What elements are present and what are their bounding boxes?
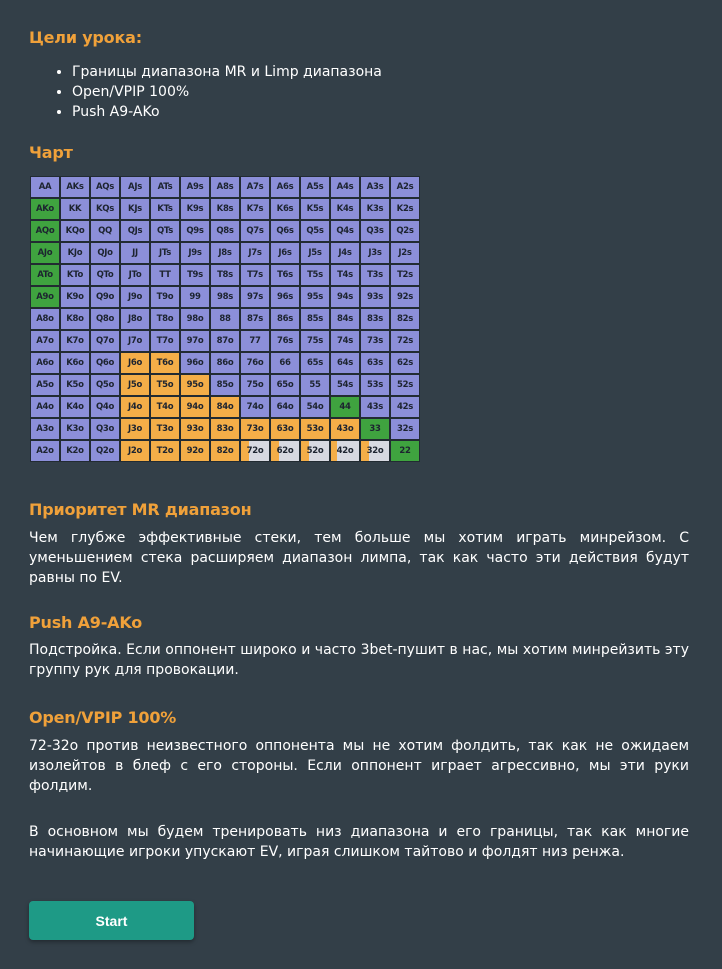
hand-cell-ajo: AJo <box>31 243 59 263</box>
hand-cell-98o: 98o <box>181 309 209 329</box>
hand-cell-32o: 32o <box>361 441 389 461</box>
hand-cell-52s: 52s <box>391 375 419 395</box>
hand-cell-92o: 92o <box>181 441 209 461</box>
hand-cell-t5s: T5s <box>301 265 329 285</box>
hand-cell-t2o: T2o <box>151 441 179 461</box>
hand-cell-82s: 82s <box>391 309 419 329</box>
hand-cell-q9s: Q9s <box>181 221 209 241</box>
hand-cell-q3o: Q3o <box>91 419 119 439</box>
hand-cell-t2s: T2s <box>391 265 419 285</box>
hand-cell-q5o: Q5o <box>91 375 119 395</box>
hand-cell-a4s: A4s <box>331 177 359 197</box>
hand-cell-65s: 65s <box>301 353 329 373</box>
hand-cell-t9s: T9s <box>181 265 209 285</box>
hand-cell-q9o: Q9o <box>91 287 119 307</box>
hand-cell-93s: 93s <box>361 287 389 307</box>
hand-cell-97o: 97o <box>181 331 209 351</box>
hand-cell-k5o: K5o <box>61 375 89 395</box>
hand-cell-t6o: T6o <box>151 353 179 373</box>
hand-cell-q6s: Q6s <box>271 221 299 241</box>
hand-cell-qts: QTs <box>151 221 179 241</box>
hand-cell-qjs: QJs <box>121 221 149 241</box>
hand-cell-k3s: K3s <box>361 199 389 219</box>
hand-cell-85s: 85s <box>301 309 329 329</box>
hand-cell-54o: 54o <box>301 397 329 417</box>
hand-cell-j6o: J6o <box>121 353 149 373</box>
hand-cell-j2o: J2o <box>121 441 149 461</box>
hand-cell-j6s: J6s <box>271 243 299 263</box>
hand-cell-63s: 63s <box>361 353 389 373</box>
section-text-push: Подстройка. Если оппонент широко и часто 3bet-пушит в нас, мы хотим минрейзить эту группу рук для провокации. <box>29 642 689 678</box>
hand-cell-64s: 64s <box>331 353 359 373</box>
goal-item: • Границы диапазона MR и Limp диапазона <box>72 62 382 82</box>
hand-cell-kjs: KJs <box>121 199 149 219</box>
hand-cell-84o: 84o <box>211 397 239 417</box>
hand-cell-ako: AKo <box>31 199 59 219</box>
hand-cell-k4o: K4o <box>61 397 89 417</box>
hand-cell-t8o: T8o <box>151 309 179 329</box>
hand-cell-95o: 95o <box>181 375 209 395</box>
hand-cell-kts: KTs <box>151 199 179 219</box>
hand-cell-k9s: K9s <box>181 199 209 219</box>
hand-cell-qto: QTo <box>91 265 119 285</box>
hand-cell-86s: 86s <box>271 309 299 329</box>
hand-cell-t4s: T4s <box>331 265 359 285</box>
section-heading-open-vpip: Open/VPIP 100% <box>29 708 177 727</box>
hand-cell-q4o: Q4o <box>91 397 119 417</box>
goal-item: • Push A9-AKo <box>72 102 382 122</box>
hand-cell-32s: 32s <box>391 419 419 439</box>
hand-cell-q4s: Q4s <box>331 221 359 241</box>
hand-cell-j8s: J8s <box>211 243 239 263</box>
hand-cell-k8s: K8s <box>211 199 239 219</box>
hand-cell-73s: 73s <box>361 331 389 351</box>
hand-cell-aqo: AQo <box>31 221 59 241</box>
hand-cell-42s: 42s <box>391 397 419 417</box>
hand-cell-75s: 75s <box>301 331 329 351</box>
hand-cell-55: 55 <box>301 375 329 395</box>
hand-cell-84s: 84s <box>331 309 359 329</box>
section-heading-mr-priority: Приоритет MR диапазон <box>29 500 252 519</box>
hand-cell-62s: 62s <box>391 353 419 373</box>
hand-cell-k2o: K2o <box>61 441 89 461</box>
hand-cell-jj: JJ <box>121 243 149 263</box>
hand-cell-94o: 94o <box>181 397 209 417</box>
hand-cell-q2s: Q2s <box>391 221 419 241</box>
section-text-open-vpip: 72-32o против неизвестного оппонента мы не хотим фолдить, так как не ожидаем изолейтов в блеф с его стороны. Если оппонент играет агрессивно, мы эти руки фолдим. <box>29 738 689 794</box>
hand-cell-aqs: AQs <box>91 177 119 197</box>
start-button[interactable]: Start <box>29 901 194 940</box>
hand-cell-q2o: Q2o <box>91 441 119 461</box>
hand-cell-83o: 83o <box>211 419 239 439</box>
hand-cell-93o: 93o <box>181 419 209 439</box>
section-heading-push: Push A9-AKo <box>29 613 143 632</box>
hand-cell-33: 33 <box>361 419 389 439</box>
hand-cell-q6o: Q6o <box>91 353 119 373</box>
hand-cell-43o: 43o <box>331 419 359 439</box>
hand-cell-k9o: K9o <box>61 287 89 307</box>
hand-cell-k2s: K2s <box>391 199 419 219</box>
hand-cell-j7s: J7s <box>241 243 269 263</box>
hand-cell-64o: 64o <box>271 397 299 417</box>
hand-cell-52o: 52o <box>301 441 329 461</box>
hand-cell-53s: 53s <box>361 375 389 395</box>
hand-cell-k4s: K4s <box>331 199 359 219</box>
hand-cell-j2s: J2s <box>391 243 419 263</box>
hand-cell-a8s: A8s <box>211 177 239 197</box>
hand-cell-k8o: K8o <box>61 309 89 329</box>
hand-cell-73o: 73o <box>241 419 269 439</box>
hand-cell-q8s: Q8s <box>211 221 239 241</box>
hand-cell-a3o: A3o <box>31 419 59 439</box>
hand-cell-aks: AKs <box>61 177 89 197</box>
hand-cell-87o: 87o <box>211 331 239 351</box>
hand-cell-66: 66 <box>271 353 299 373</box>
hand-cell-t8s: T8s <box>211 265 239 285</box>
hand-cell-j7o: J7o <box>121 331 149 351</box>
hand-cell-83s: 83s <box>361 309 389 329</box>
hand-cell-j4o: J4o <box>121 397 149 417</box>
hand-cell-54s: 54s <box>331 375 359 395</box>
hand-cell-q7s: Q7s <box>241 221 269 241</box>
range-chart <box>30 176 420 462</box>
hand-cell-tt: TT <box>151 265 179 285</box>
hand-cell-k6o: K6o <box>61 353 89 373</box>
hand-cell-77: 77 <box>241 331 269 351</box>
hand-cell-kk: KK <box>61 199 89 219</box>
section-text-mr-priority: Чем глубже эффективные стеки, тем больше мы хотим играть минрейзом. С уменьшением стека расширяем диапазон лимпа, так как часто эти действия будут равны по EV. <box>29 530 689 586</box>
hand-cell-k7s: K7s <box>241 199 269 219</box>
hand-cell-ajs: AJs <box>121 177 149 197</box>
summary-text: В основном мы будем тренировать низ диапазона и его границы, так как многие начинающие игроки упускают EV, играя слишком тайтово и фолдят низ ренжа. <box>29 824 689 860</box>
hand-cell-qjo: QJo <box>91 243 119 263</box>
hand-cell-j3o: J3o <box>121 419 149 439</box>
hand-cell-76o: 76o <box>241 353 269 373</box>
goal-item: • Open/VPIP 100% <box>72 82 382 102</box>
hand-cell-72o: 72o <box>241 441 269 461</box>
hand-cell-j8o: J8o <box>121 309 149 329</box>
hand-cell-qq: QQ <box>91 221 119 241</box>
hand-cell-jto: JTo <box>121 265 149 285</box>
hand-cell-62o: 62o <box>271 441 299 461</box>
hand-cell-22: 22 <box>391 441 419 461</box>
hand-cell-98s: 98s <box>211 287 239 307</box>
hand-cell-92s: 92s <box>391 287 419 307</box>
chart-heading: Чарт <box>29 143 73 162</box>
hand-cell-t7o: T7o <box>151 331 179 351</box>
hand-cell-44: 44 <box>331 397 359 417</box>
hand-cell-72s: 72s <box>391 331 419 351</box>
hand-cell-a5s: A5s <box>301 177 329 197</box>
hand-cell-kqo: KQo <box>61 221 89 241</box>
hand-cell-74o: 74o <box>241 397 269 417</box>
hand-cell-96o: 96o <box>181 353 209 373</box>
hand-cell-k7o: K7o <box>61 331 89 351</box>
hand-cell-q7o: Q7o <box>91 331 119 351</box>
hand-cell-43s: 43s <box>361 397 389 417</box>
hand-cell-ato: ATo <box>31 265 59 285</box>
hand-cell-jts: JTs <box>151 243 179 263</box>
hand-cell-t7s: T7s <box>241 265 269 285</box>
hand-cell-ats: ATs <box>151 177 179 197</box>
hand-cell-a3s: A3s <box>361 177 389 197</box>
hand-cell-j4s: J4s <box>331 243 359 263</box>
hand-cell-99: 99 <box>181 287 209 307</box>
hand-cell-a9o: A9o <box>31 287 59 307</box>
hand-cell-a5o: A5o <box>31 375 59 395</box>
hand-cell-85o: 85o <box>211 375 239 395</box>
hand-cell-k3o: K3o <box>61 419 89 439</box>
hand-cell-88: 88 <box>211 309 239 329</box>
hand-cell-96s: 96s <box>271 287 299 307</box>
hand-cell-t9o: T9o <box>151 287 179 307</box>
hand-cell-82o: 82o <box>211 441 239 461</box>
hand-cell-j5o: J5o <box>121 375 149 395</box>
hand-cell-95s: 95s <box>301 287 329 307</box>
hand-cell-q3s: Q3s <box>361 221 389 241</box>
hand-cell-j5s: J5s <box>301 243 329 263</box>
hand-cell-a2o: A2o <box>31 441 59 461</box>
hand-cell-a7o: A7o <box>31 331 59 351</box>
hand-cell-87s: 87s <box>241 309 269 329</box>
hand-cell-t6s: T6s <box>271 265 299 285</box>
hand-cell-t3s: T3s <box>361 265 389 285</box>
hand-cell-kto: KTo <box>61 265 89 285</box>
hand-cell-94s: 94s <box>331 287 359 307</box>
hand-cell-74s: 74s <box>331 331 359 351</box>
hand-cell-a2s: A2s <box>391 177 419 197</box>
hand-cell-j9o: J9o <box>121 287 149 307</box>
hand-cell-65o: 65o <box>271 375 299 395</box>
goals-list <box>50 62 382 122</box>
hand-cell-a4o: A4o <box>31 397 59 417</box>
hand-cell-75o: 75o <box>241 375 269 395</box>
hand-cell-a7s: A7s <box>241 177 269 197</box>
hand-cell-42o: 42o <box>331 441 359 461</box>
hand-cell-j9s: J9s <box>181 243 209 263</box>
hand-cell-kjo: KJo <box>61 243 89 263</box>
hand-cell-76s: 76s <box>271 331 299 351</box>
hand-cell-a8o: A8o <box>31 309 59 329</box>
hand-cell-t3o: T3o <box>151 419 179 439</box>
hand-cell-53o: 53o <box>301 419 329 439</box>
hand-cell-a6s: A6s <box>271 177 299 197</box>
hand-cell-86o: 86o <box>211 353 239 373</box>
hand-cell-t4o: T4o <box>151 397 179 417</box>
goals-heading: Цели урока: <box>29 28 142 47</box>
hand-cell-kqs: KQs <box>91 199 119 219</box>
hand-cell-t5o: T5o <box>151 375 179 395</box>
hand-cell-k6s: K6s <box>271 199 299 219</box>
hand-cell-j3s: J3s <box>361 243 389 263</box>
hand-cell-a9s: A9s <box>181 177 209 197</box>
hand-cell-97s: 97s <box>241 287 269 307</box>
hand-cell-aa: AA <box>31 177 59 197</box>
hand-cell-q8o: Q8o <box>91 309 119 329</box>
hand-cell-a6o: A6o <box>31 353 59 373</box>
hand-cell-k5s: K5s <box>301 199 329 219</box>
hand-cell-63o: 63o <box>271 419 299 439</box>
hand-cell-q5s: Q5s <box>301 221 329 241</box>
